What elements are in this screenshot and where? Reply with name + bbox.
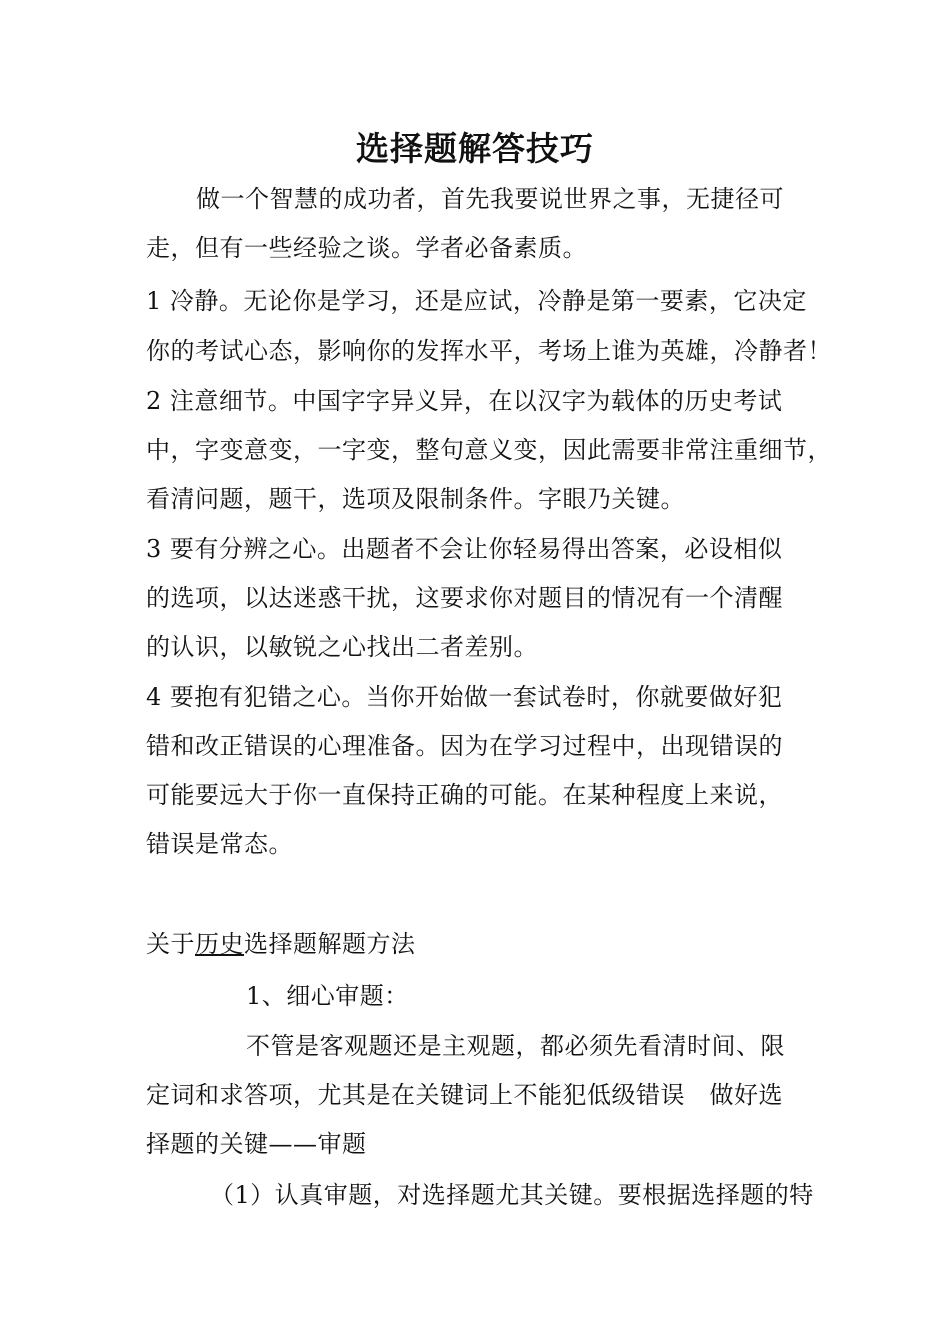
review-para-line-1: 不管是客观题还是主观题，都必须先看清时间、限 bbox=[246, 1032, 785, 1060]
point-2-line-2: 中，字变意变，一字变，整句意义变，因此需要非常注重细节， bbox=[146, 436, 832, 464]
history-link[interactable]: 历史 bbox=[195, 930, 244, 958]
document-title: 选择题解答技巧 bbox=[356, 129, 594, 168]
point-4-line-3: 可能要远大于你一直保持正确的可能。在某种程度上来说， bbox=[146, 781, 783, 809]
section-heading-prefix: 关于 bbox=[146, 930, 195, 958]
point-2-line-3: 看清问题，题干，选项及限制条件。字眼乃关键。 bbox=[146, 485, 685, 513]
point-4-line-2: 错和改正错误的心理准备。因为在学习过程中，出现错误的 bbox=[146, 732, 783, 760]
point-3-line-3: 的认识，以敏锐之心找出二者差别。 bbox=[146, 633, 538, 661]
point-3-line-2: 的选项，以达迷惑干扰，这要求你对题目的情况有一个清醒 bbox=[146, 584, 783, 612]
point-2-line-1: 2 注意细节。中国字字异义异，在以汉字为载体的历史考试 bbox=[146, 387, 783, 415]
point-4-line-1: 4 要抱有犯错之心。当你开始做一套试卷时，你就要做好犯 bbox=[146, 683, 783, 711]
review-para-line-2: 定词和求答项，尤其是在关键词上不能犯低级错误 做好选 bbox=[146, 1081, 783, 1109]
point-4-line-4: 错误是常态。 bbox=[146, 830, 293, 858]
intro-line-2: 走，但有一些经验之谈。学者必备素质。 bbox=[146, 234, 587, 262]
point-1-line-2: 你的考试心态，影响你的发挥水平，考场上谁为英雄，冷静者！ bbox=[146, 337, 832, 365]
subheading-careful-review: 1、细心审题： bbox=[246, 982, 409, 1010]
intro-line-1: 做一个智慧的成功者，首先我要说世界之事，无捷径可 bbox=[196, 185, 784, 213]
point-1-line-1: 1 冷静。无论你是学习，还是应试，冷静是第一要素，它决定 bbox=[146, 287, 807, 315]
section-heading-suffix: 选择题解题方法 bbox=[244, 930, 416, 958]
review-item-1: （1）认真审题，对选择题尤其关键。要根据选择题的特 bbox=[210, 1181, 814, 1209]
review-para-line-3: 择题的关键——审题 bbox=[146, 1130, 367, 1158]
point-3-line-1: 3 要有分辨之心。出题者不会让你轻易得出答案，必设相似 bbox=[146, 535, 783, 563]
section-heading bbox=[146, 929, 416, 959]
